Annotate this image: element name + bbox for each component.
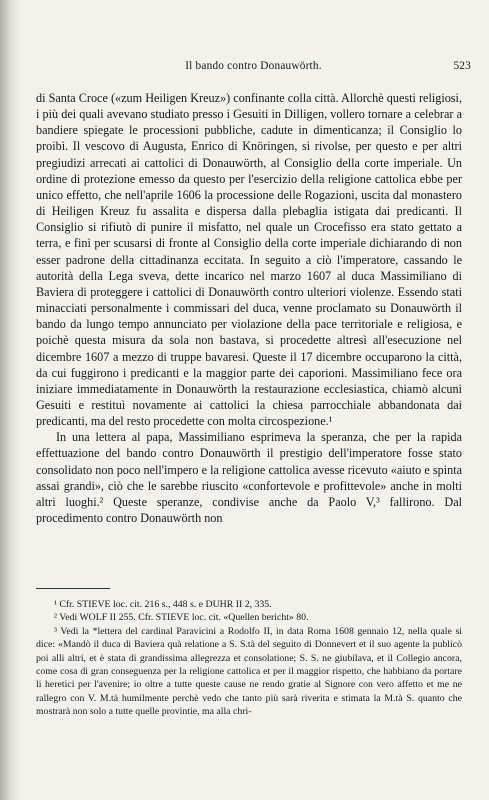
paragraph: In una lettera al papa, Massimiliano esprimeva la speranza, che per la rapida effettuazione del bando contro Donauwörth il prestigio dell'imperatore fosse stato consolidato non poco nell'impero e la religione cattolica avesse ricevuto «aiuto e spinta assai grandi», ciò che le sarebbe riuscito «confortevole e profittevole» anche in molti altri luoghi.² Queste speranze, condivise anche da Paolo V,³ fallirono. Dal procedimento contro Donauwörth non (36, 430, 462, 526)
running-header (36, 60, 471, 78)
footnote-separator (36, 588, 110, 589)
page-number: 523 (453, 60, 471, 72)
main-text (36, 90, 462, 526)
footnote-3: ³ Vedi la *lettera del cardinal Paravicini a Rodolfo II, in data Roma 1608 gennaio 12, nella quale si dice: «Mandò il duca di Baviera quà relatione a S. S.tà del seguito di Donnevert et il suo agente la publicò poi alli altri, et è stata di grandissima allegrezza et consolatione; S. S. ne giubilava, et il Collegio ancora, come cosa di gran conseguenza per la religione cattolica et per il maggior rispetto, che habbiano da portare li heretici per l'avenire; io oltre a tutte queste cause ne rendo gratie al Signore con vero affetto et me ne rallegro con V. M.tà humilmente perchè vedo che tanto più sarà riverita e stimata la M.tà S. quanto che mostrarà non solo a tutte quelle provintie, ma alla chri- (36, 625, 462, 718)
footnote-2: ² Vedi WOLF II 255. Cfr. STIEVE loc. cit. «Quellen bericht» 80. (54, 612, 309, 624)
paragraph-continued: di Santa Croce («zum Heiligen Kreuz») confinante colla città. Allorchè questi religiosi, i più dei quali avevano studiato presso i Gesuiti in Dilligen, vollero tornare a celebrar a bandiere spiegate le processioni pubbliche, cadute in dimenticanza; il Consiglio lo proibì. Il vescovo di Augusta, Enrico di Knöringen, si rivolse, per questo e per altri pregiudizi arrecati ai cattolici di Donauwörth, al Consiglio della corte imperiale. Un ordine di protezione emesso da questo per l'esercizio della religione cattolica ebbe per unico effetto, che nell'aprile 1606 la processione delle Rogazioni, uscita dal monastero di Heiligen Kreuz fu assalita e dispersa dalla plebaglia istigata dai predicanti. Il Consiglio si rifiutò di punire il misfatto, nel quale un Crocefisso era stato gettato a terra, e finì per scusarsi di fronte al Consiglio della corte imperiale dichiarando di non esser padrone della cittadinanza eccitata. In seguito a ciò l'imperatore, cassando le autorità della Lega sveva, dette incarico nel marzo 1607 al duca Massimiliano di Baviera di proteggere i cattolici di Donauwörth contro ulteriori violenze. Essendo stati minacciati personalmente i commissari del duca, venne proclamato su Donauwörth il bando da lungo tempo annunciato per violazione della pace territoriale e religiosa, e poichè questa misura da sola non bastava, si procedette altresì all'esecuzione nel dicembre 1607 a mezzo di truppe bavaresi. Queste il 17 dicembre occuparono la città, da cui fuggirono i predicanti e la maggior parte dei caporioni. Massimiliano fece ora iniziare immediatamente in Donauwörth la restaurazione ecclesiastica, chiamò alcuni Gesuiti e restituì novamente ai cattolici la chiesa parrocchiale abbandonata dai predicanti, ma del resto procedette con molta circospezione.¹ (36, 91, 462, 429)
running-title: Il bando contro Donauwörth. (185, 60, 322, 72)
footnote-1: ¹ Cfr. STIEVE loc. cit. 216 s., 448 s. e DUHR II 2, 335. (54, 599, 272, 610)
footnotes (36, 593, 462, 719)
page-binding-shadow (0, 0, 20, 800)
